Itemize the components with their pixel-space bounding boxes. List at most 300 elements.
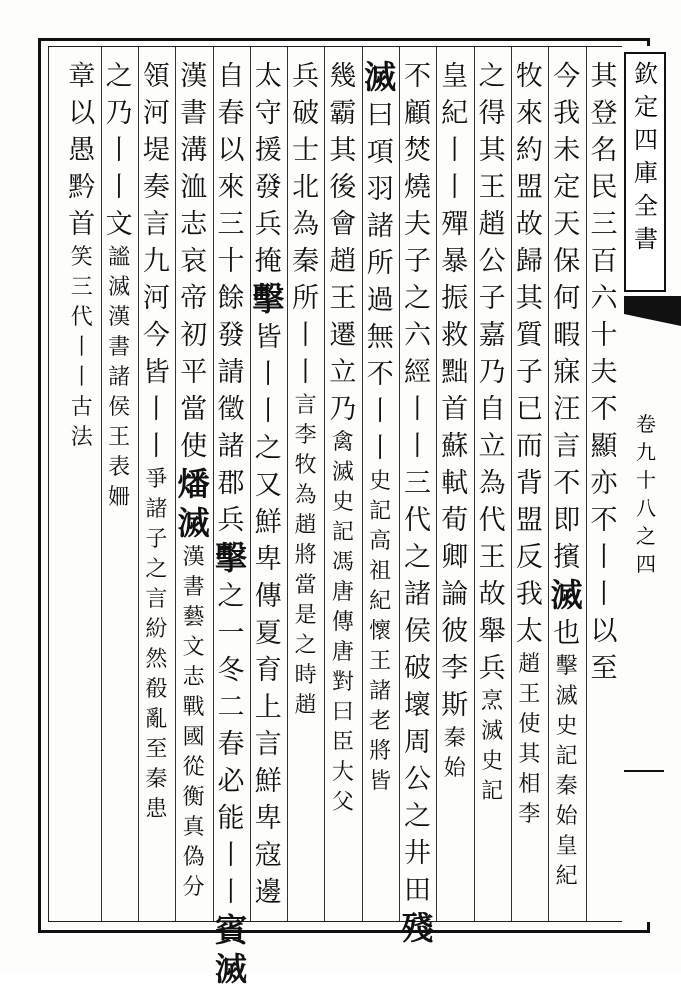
character: 經 [404, 357, 431, 388]
character: 愚 [68, 135, 96, 166]
character: 記 [369, 499, 392, 524]
character: 李 [518, 802, 541, 827]
character: 九 [142, 246, 170, 277]
character: 唐 [331, 640, 354, 665]
character: 六 [404, 320, 431, 351]
character: 奏 [142, 172, 170, 203]
character: 滅 [331, 460, 354, 485]
character: 哀 [180, 246, 208, 277]
text-column [549, 58, 585, 918]
character: 使 [180, 431, 208, 462]
character: 自 [478, 394, 506, 425]
character: 項 [366, 137, 394, 168]
character: 分 [182, 875, 205, 900]
character: 法 [70, 425, 93, 450]
character: 當 [180, 394, 208, 425]
character: 會 [329, 209, 357, 240]
character: 記 [481, 779, 504, 804]
character: 王 [108, 425, 131, 450]
column-rule [250, 47, 251, 921]
character: 是 [294, 603, 317, 628]
character: 王 [369, 649, 392, 674]
character: 曰 [366, 100, 394, 131]
character: 背 [515, 468, 543, 499]
character: 傳 [331, 610, 354, 635]
character: 馮 [331, 550, 354, 575]
character: 過 [366, 285, 394, 316]
character: 以 [217, 135, 245, 166]
character: 李 [441, 653, 469, 684]
character: 來 [515, 98, 543, 129]
column-rule [213, 47, 214, 921]
character: 史 [481, 749, 504, 774]
character: 黔 [68, 172, 96, 203]
character: 北 [292, 172, 320, 203]
character: 王 [329, 283, 357, 314]
character: 一 [217, 618, 245, 649]
character: 其 [518, 742, 541, 767]
character: 以 [590, 616, 618, 647]
character: 將 [294, 543, 317, 568]
character: 為 [292, 209, 320, 240]
character: 破 [292, 98, 320, 129]
character: 援 [254, 135, 282, 166]
character: 兵 [478, 653, 506, 684]
character: 故 [478, 579, 506, 610]
character: 寇 [254, 840, 282, 871]
character: 上 [254, 692, 282, 723]
character: 丨 [292, 320, 320, 351]
character: 漢 [108, 305, 131, 330]
character: 皆 [254, 322, 282, 353]
character: 也 [553, 618, 581, 649]
character: 皆 [142, 357, 170, 388]
character: 士 [292, 135, 320, 166]
character: 趙 [294, 513, 317, 538]
character: 育 [254, 655, 282, 686]
character: 為 [478, 468, 506, 499]
character: 三 [590, 209, 618, 240]
character: 約 [515, 135, 543, 166]
character: 燒 [404, 172, 431, 203]
character: 三 [217, 209, 245, 240]
character: 滅 [550, 576, 583, 614]
character: 擊 [252, 280, 285, 318]
character: 燔 [177, 465, 210, 503]
character: 丨 [590, 579, 618, 610]
character: 丨 [254, 359, 282, 390]
character: 夏 [254, 618, 282, 649]
character: 皇 [555, 834, 578, 859]
character: 李 [294, 423, 317, 448]
character: 鮮 [254, 766, 282, 797]
character: 為 [294, 483, 317, 508]
character: 太 [515, 616, 543, 647]
character: 其 [478, 135, 506, 166]
character: 趙 [294, 693, 317, 718]
character: 子 [515, 357, 543, 388]
character: 暇 [553, 320, 581, 351]
character: 秦 [145, 767, 168, 792]
character: 平 [180, 357, 208, 388]
character: 丨 [105, 135, 133, 166]
character: 帝 [180, 283, 208, 314]
character: 史 [331, 490, 354, 515]
character: 丨 [292, 357, 320, 388]
character: 諸 [366, 211, 394, 242]
column-rule [175, 47, 176, 921]
character: 臣 [331, 730, 354, 755]
character: 滅 [177, 504, 210, 542]
character: 兵 [254, 209, 282, 240]
character: 王 [478, 542, 506, 573]
character: 嘉 [478, 320, 506, 351]
character: 舉 [478, 616, 506, 647]
character: 乃 [478, 357, 506, 388]
character: 我 [515, 579, 543, 610]
character: 文 [105, 209, 133, 240]
character: 六 [590, 283, 618, 314]
character: 亦 [590, 468, 618, 499]
character: 顧 [404, 98, 431, 129]
character: 丨 [404, 394, 431, 425]
character: 史 [369, 469, 392, 494]
character: 又 [254, 470, 282, 501]
character: 丨 [441, 172, 469, 203]
column-rule [101, 47, 102, 921]
margin-tick [624, 770, 664, 772]
character: 言 [142, 209, 170, 240]
character: 丨 [590, 542, 618, 573]
character: 丨 [254, 396, 282, 427]
character: 太 [254, 61, 282, 92]
character: 冬 [217, 655, 245, 686]
character: 殘 [401, 909, 434, 947]
column-rule [511, 47, 512, 921]
character: 卑 [254, 544, 282, 575]
character: 論 [441, 579, 469, 610]
column-rule [474, 47, 475, 921]
character: 洫 [180, 172, 208, 203]
character: 鮮 [254, 507, 282, 538]
character: 秦 [443, 726, 466, 751]
character: 夫 [404, 209, 431, 240]
character: 幾 [329, 61, 357, 92]
column-rule [436, 47, 437, 921]
character: 保 [553, 246, 581, 277]
character: 言 [254, 729, 282, 760]
character: 將 [369, 739, 392, 764]
character: 請 [217, 357, 245, 388]
character: 無 [366, 322, 394, 353]
character: 之 [478, 61, 506, 92]
character: 公 [404, 764, 431, 795]
character: 周 [404, 727, 431, 758]
character: 偽 [182, 845, 205, 870]
text-column [474, 58, 510, 918]
character: 後 [329, 172, 357, 203]
character: 田 [404, 875, 431, 906]
character: 河 [142, 283, 170, 314]
character: 志 [180, 209, 208, 240]
character: 諸 [108, 365, 131, 390]
character: 紀 [555, 864, 578, 889]
character: 殫 [441, 209, 469, 240]
character: 滅 [108, 275, 131, 300]
character: 歸 [515, 246, 543, 277]
character: 然 [145, 647, 168, 672]
character: 暴 [441, 246, 469, 277]
character: 寐 [553, 357, 581, 388]
character: 子 [404, 246, 431, 277]
character: 皆 [369, 769, 392, 794]
character: 兵 [292, 61, 320, 92]
character: 河 [142, 98, 170, 129]
character: 之 [404, 801, 431, 832]
character: 初 [180, 320, 208, 351]
character: 書 [182, 575, 205, 600]
character: 顯 [590, 431, 618, 462]
character: 衡 [182, 785, 205, 810]
character: 懷 [369, 619, 392, 644]
character: 父 [331, 790, 354, 815]
character: 丨 [142, 394, 170, 425]
character: 當 [294, 573, 317, 598]
text-column [138, 58, 174, 918]
character: 傳 [254, 581, 282, 612]
character: 不 [366, 359, 394, 390]
text-column [437, 58, 473, 918]
character: 滅 [214, 950, 247, 988]
character: 爭 [145, 467, 168, 492]
character: 汪 [553, 394, 581, 425]
text-column [325, 58, 361, 918]
character: 得 [478, 98, 506, 129]
character: 藝 [182, 605, 205, 630]
character: 民 [590, 172, 618, 203]
character: 趙 [478, 209, 506, 240]
character: 反 [515, 542, 543, 573]
character: 盟 [515, 505, 543, 536]
character: 至 [145, 737, 168, 762]
text-column [101, 58, 137, 918]
character: 卿 [441, 542, 469, 573]
character: 言 [145, 587, 168, 612]
character: 丨 [70, 365, 93, 390]
character: 未 [553, 135, 581, 166]
character: 大 [331, 760, 354, 785]
character: 相 [518, 772, 541, 797]
character: 守 [254, 98, 282, 129]
character: 戰 [182, 695, 205, 720]
character: 所 [292, 283, 320, 314]
column-rule [287, 47, 288, 921]
character: 王 [478, 172, 506, 203]
character: 乃 [329, 394, 357, 425]
character: 羽 [366, 174, 394, 205]
character: 斯 [441, 690, 469, 721]
character: 文 [182, 635, 205, 660]
character: 諸 [404, 579, 431, 610]
character: 記 [331, 520, 354, 545]
character: 記 [555, 744, 578, 769]
character: 不 [404, 61, 431, 92]
character: 牧 [294, 453, 317, 478]
character: 掩 [254, 246, 282, 277]
character: 蘇 [441, 431, 469, 462]
character: 焚 [404, 135, 431, 166]
character: 代 [478, 505, 506, 536]
character: 兵 [217, 505, 245, 536]
character: 從 [182, 755, 205, 780]
character: 秦 [292, 246, 320, 277]
text-column [64, 58, 100, 918]
character: 二 [217, 692, 245, 723]
character: 殽 [145, 677, 168, 702]
character: 即 [553, 505, 581, 536]
character: 皇 [441, 61, 469, 92]
character: 十 [590, 320, 618, 351]
character: 溝 [180, 135, 208, 166]
character: 盟 [515, 172, 543, 203]
character: 真 [182, 815, 205, 840]
character: 郡 [217, 468, 245, 499]
character: 卑 [254, 803, 282, 834]
character: 丨 [217, 877, 245, 908]
character: 救 [441, 320, 469, 351]
character: 十 [217, 246, 245, 277]
character: 禽 [331, 430, 354, 455]
character: 滅 [555, 684, 578, 709]
text-column [400, 58, 436, 947]
character: 已 [515, 394, 543, 425]
character: 百 [590, 246, 618, 277]
character: 首 [441, 394, 469, 425]
character: 祖 [369, 559, 392, 584]
character: 表 [108, 455, 131, 480]
character: 志 [182, 665, 205, 690]
character: 姍 [108, 485, 131, 510]
text-column [213, 58, 249, 988]
character: 首 [68, 209, 96, 240]
text-column [511, 58, 547, 918]
character: 諸 [145, 497, 168, 522]
character: 破 [404, 653, 431, 684]
character: 振 [441, 283, 469, 314]
character: 三 [404, 468, 431, 499]
text-column [586, 58, 622, 918]
character: 諸 [217, 431, 245, 462]
column-rule [362, 47, 363, 921]
character: 丨 [70, 335, 93, 360]
character: 紀 [369, 589, 392, 614]
character: 言 [294, 393, 317, 418]
column-rule [399, 47, 400, 921]
column-rule [586, 47, 587, 921]
character: 侯 [404, 616, 431, 647]
character: 擊 [555, 654, 578, 679]
character: 丨 [404, 431, 431, 462]
character: 能 [217, 803, 245, 834]
character: 烹 [481, 689, 504, 714]
character: 故 [515, 209, 543, 240]
character: 黜 [441, 357, 469, 388]
character: 史 [555, 714, 578, 739]
character: 夫 [590, 357, 618, 388]
column-rule [324, 47, 325, 921]
character: 立 [478, 431, 506, 462]
column-rule [138, 47, 139, 921]
character: 霸 [329, 98, 357, 129]
character: 諸 [369, 679, 392, 704]
character: 紀 [441, 98, 469, 129]
character: 侯 [108, 395, 131, 420]
character: 漢 [180, 61, 208, 92]
character: 始 [443, 756, 466, 781]
character: 古 [70, 395, 93, 420]
character: 領 [142, 61, 170, 92]
character: 三 [70, 275, 93, 300]
character: 以 [68, 98, 96, 129]
character: 之 [145, 557, 168, 582]
character: 徵 [217, 394, 245, 425]
character: 壞 [404, 690, 431, 721]
character: 立 [329, 357, 357, 388]
character: 邊 [254, 877, 282, 908]
character: 言 [553, 431, 581, 462]
character: 名 [590, 135, 618, 166]
character: 章 [68, 61, 96, 92]
character: 謐 [108, 245, 131, 270]
character: 質 [515, 320, 543, 351]
character: 代 [70, 305, 93, 330]
character: 定 [553, 172, 581, 203]
text-column [176, 58, 212, 918]
character: 彼 [441, 616, 469, 647]
character: 之 [404, 283, 431, 314]
character: 天 [553, 209, 581, 240]
text-column [250, 58, 286, 918]
character: 井 [404, 838, 431, 869]
character: 其 [590, 61, 618, 92]
character: 丨 [105, 172, 133, 203]
character: 趙 [518, 652, 541, 677]
character: 之 [217, 581, 245, 612]
character: 發 [254, 172, 282, 203]
character: 自 [217, 61, 245, 92]
character: 滅 [481, 719, 504, 744]
character: 堤 [142, 135, 170, 166]
text-column [288, 58, 324, 918]
column-rule [548, 47, 549, 921]
character: 擊 [214, 539, 247, 577]
character: 我 [553, 98, 581, 129]
character: 子 [478, 283, 506, 314]
character: 丨 [366, 396, 394, 427]
character: 書 [108, 335, 131, 360]
character: 使 [518, 712, 541, 737]
character: 發 [217, 320, 245, 351]
character: 登 [590, 98, 618, 129]
character: 軾 [441, 468, 469, 499]
character: 國 [182, 725, 205, 750]
character: 趙 [329, 246, 357, 277]
character: 乃 [105, 98, 133, 129]
character: 子 [145, 527, 168, 552]
character: 代 [404, 505, 431, 536]
character: 之 [254, 433, 282, 464]
character: 書 [180, 98, 208, 129]
